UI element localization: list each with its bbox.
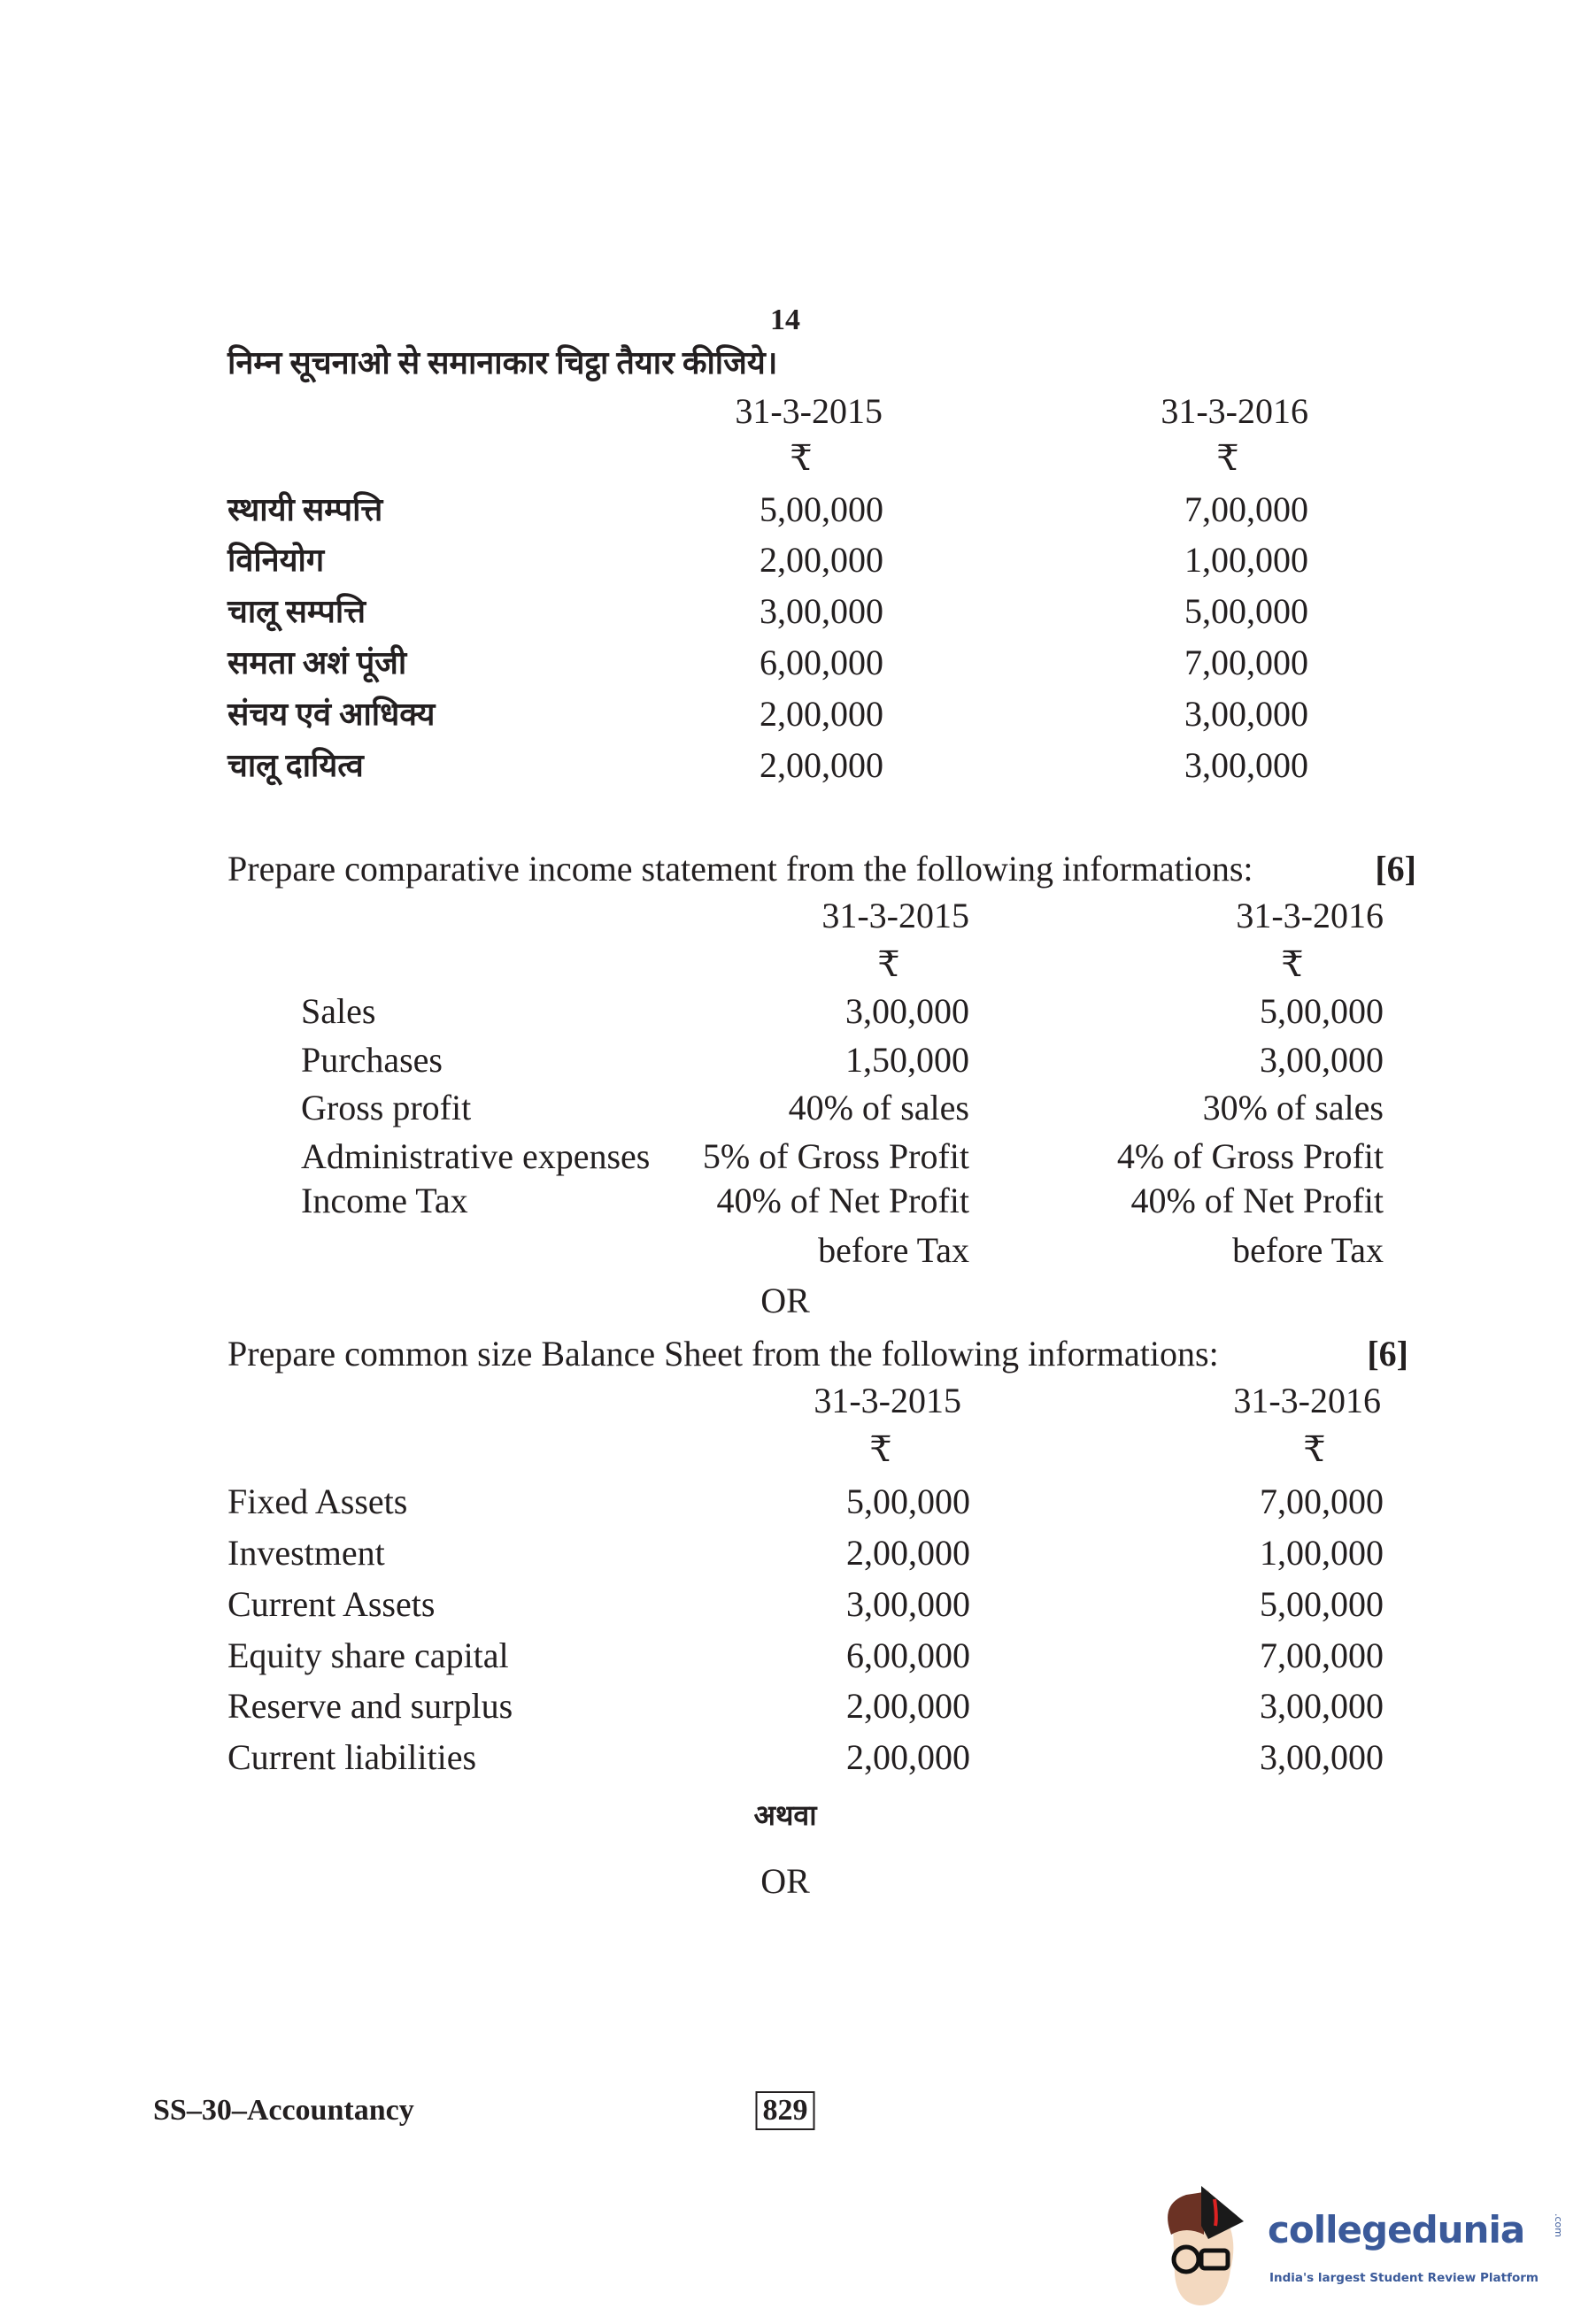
row-label: Current Assets [228,1584,436,1624]
row-value-2015: 2,00,000 [846,1686,970,1726]
row-value-2016: 3,00,000 [1260,1737,1384,1777]
row-value-2015: 6,00,000 [846,1635,970,1675]
rupee-symbol: ₹ [790,438,813,478]
row-value-2016: 3,00,000 [1260,1040,1384,1080]
income-marks: [6] [1375,849,1416,889]
row-value-2015: 2,00,000 [760,694,883,734]
page-number: 14 [770,304,800,336]
row-value-2015: 5% of Gross Profit [702,1136,969,1176]
row-value-2016: 3,00,000 [1260,1686,1384,1726]
row-value-2016: 7,00,000 [1184,643,1308,682]
hindi-date-2015: 31-3-2015 [735,391,883,431]
or-separator: OR [760,1861,810,1901]
rupee-symbol: ₹ [869,1429,892,1469]
row-value-2015: 1,50,000 [845,1040,969,1080]
row-value-2016: 4% of Gross Profit [1116,1136,1384,1176]
logo-brand: collegedunia [1268,2208,1525,2251]
row-value-2015: 2,00,000 [846,1533,970,1573]
athva-separator: अथवा [753,1799,817,1831]
row-value-2015: 3,00,000 [845,991,969,1031]
row-value-2015: 3,00,000 [760,591,883,631]
row-value-2016: 7,00,000 [1184,489,1308,529]
row-value-2015: 2,00,000 [760,745,883,785]
row-label: Fixed Assets [228,1481,408,1521]
row-value-2015: 2,00,000 [760,540,883,580]
income-continuation-2016: before Tax [1232,1230,1384,1270]
row-value-2015: 3,00,000 [846,1584,970,1624]
row-value-2016: 7,00,000 [1260,1635,1384,1675]
rupee-symbol: ₹ [1303,1429,1326,1469]
collegedunia-logo [1151,2173,1567,2314]
row-value-2016: 3,00,000 [1184,694,1308,734]
row-label: चालू दायित्व [228,748,364,783]
row-value-2016: 5,00,000 [1260,991,1384,1031]
income-continuation-2015: before Tax [818,1230,969,1270]
balance-date-2016: 31-3-2016 [1233,1381,1381,1420]
row-label: Purchases [301,1040,443,1080]
hindi-date-2016: 31-3-2016 [1161,391,1308,431]
row-value-2015: 5,00,000 [846,1481,970,1521]
rupee-symbol: ₹ [1216,438,1239,478]
row-label: Administrative expenses [301,1136,651,1176]
row-label: Sales [301,991,376,1031]
logo-tagline: India's largest Student Review Platform [1269,2271,1539,2285]
income-date-2015: 31-3-2015 [821,896,969,935]
row-label: स्थायी सम्पत्ति [228,492,383,527]
rupee-symbol: ₹ [1281,944,1304,984]
logo-suffix: .com [1553,2213,1564,2237]
row-label: Investment [228,1533,385,1573]
row-label: Gross profit [301,1088,472,1127]
footer-code: SS–30–Accountancy [153,2094,414,2127]
balance-date-2015: 31-3-2015 [814,1381,961,1420]
row-label: संचय एवं आधिक्य [228,696,436,732]
row-label: विनियोग [228,543,325,578]
row-label: Current liabilities [228,1737,477,1777]
row-value-2015: 5,00,000 [760,489,883,529]
row-label: Equity share capital [228,1635,509,1675]
row-value-2016: 5,00,000 [1260,1584,1384,1624]
row-value-2016: 3,00,000 [1184,745,1308,785]
row-value-2015: 2,00,000 [846,1737,970,1777]
row-value-2016: 5,00,000 [1184,591,1308,631]
row-value-2016: 1,00,000 [1260,1533,1384,1573]
income-question: Prepare comparative income statement from the following informations: [228,849,1253,889]
row-value-2016: 40% of Net Profit [1130,1181,1384,1220]
row-label: Income Tax [301,1181,468,1220]
income-date-2016: 31-3-2016 [1236,896,1384,935]
footer-page-number: 829 [756,2091,815,2130]
row-value-2016: 1,00,000 [1184,540,1308,580]
balance-question: Prepare common size Balance Sheet from the following informations: [228,1334,1219,1374]
balance-marks: [6] [1367,1334,1408,1374]
row-value-2015: 40% of sales [788,1088,969,1127]
row-value-2015: 6,00,000 [760,643,883,682]
hindi-question: निम्न सूचनाओ से समानाकार चिट्ठा तैयार कीजिये। [228,345,778,381]
row-label: चालू सम्पत्ति [228,594,366,629]
row-label: Reserve and surplus [228,1686,513,1726]
row-value-2015: 40% of Net Profit [716,1181,969,1220]
row-value-2016: 7,00,000 [1260,1481,1384,1521]
or-separator: OR [760,1281,810,1320]
row-value-2016: 30% of sales [1202,1088,1384,1127]
row-label: समता अशं पूंजी [228,645,407,681]
student-mascot-icon [1151,2173,1257,2314]
rupee-symbol: ₹ [877,944,900,984]
